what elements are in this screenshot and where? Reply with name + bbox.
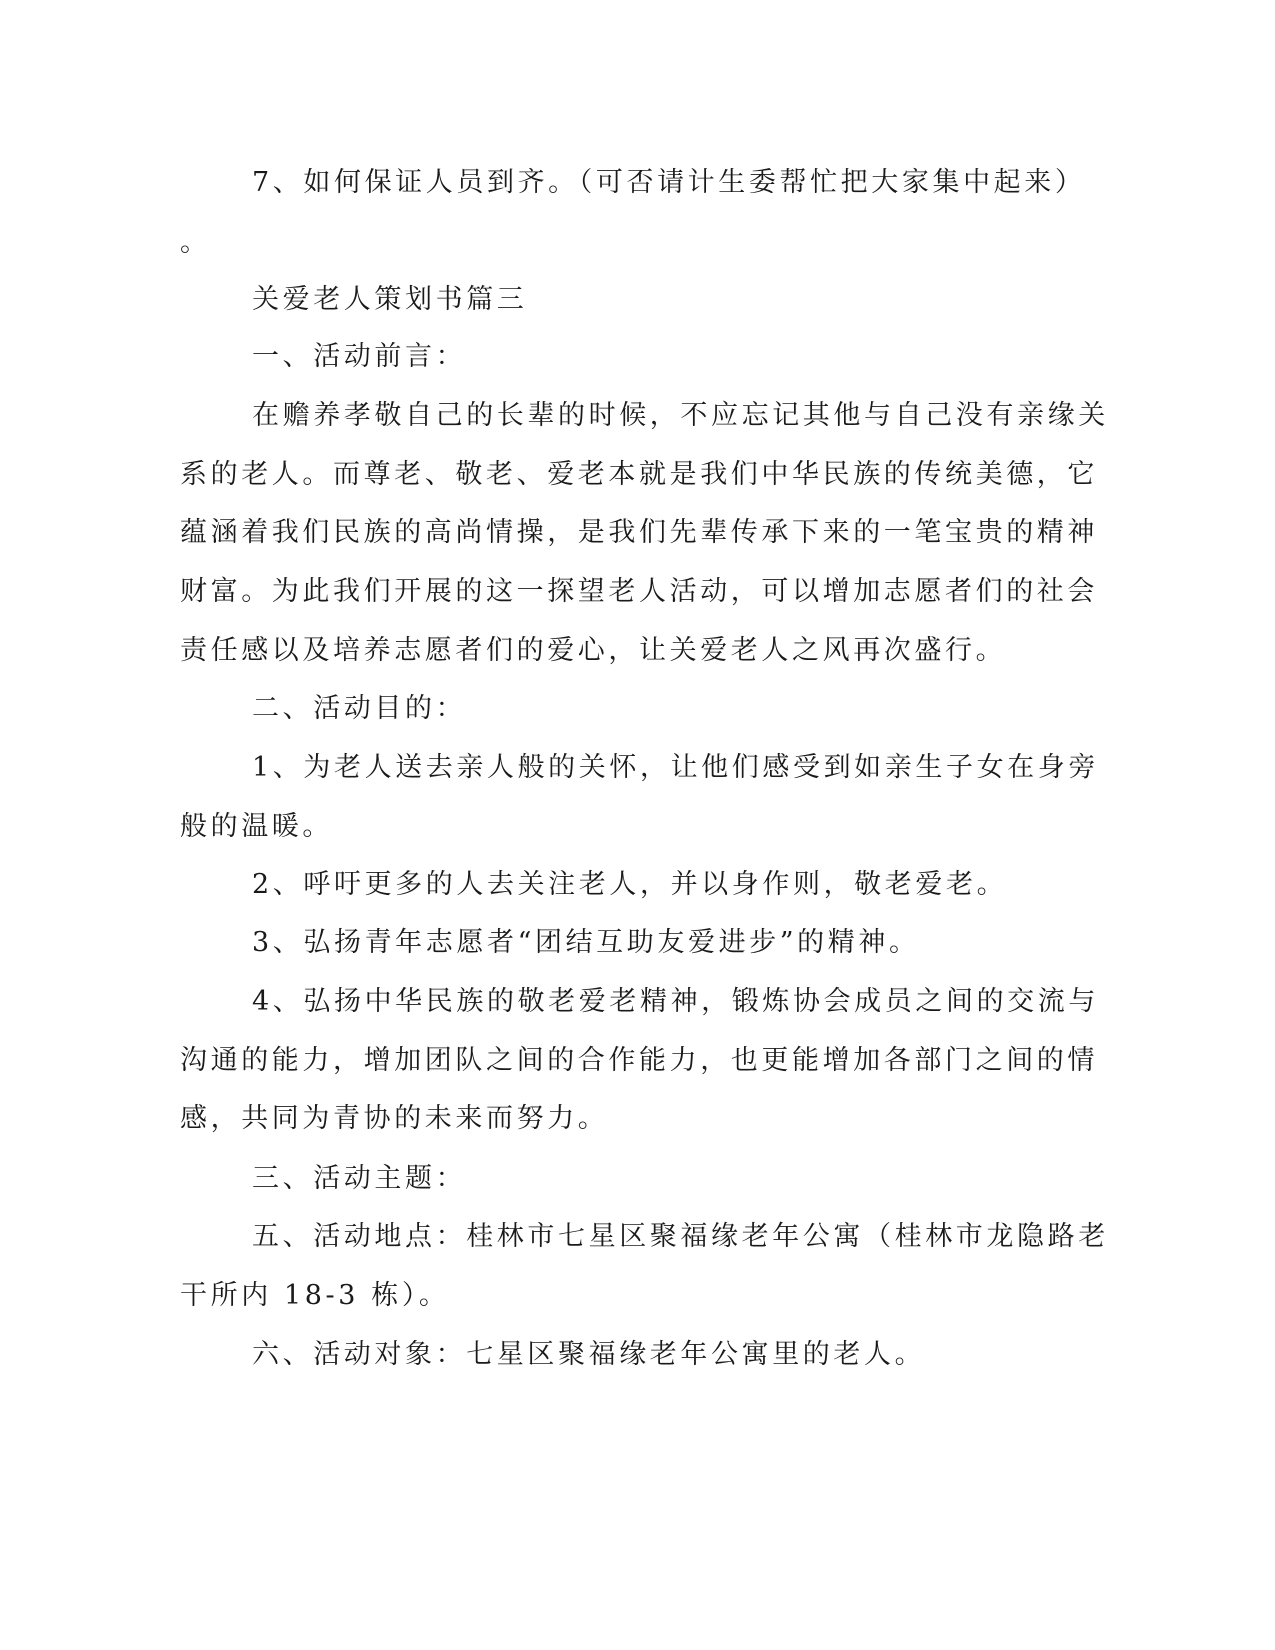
section-title: 关爱老人策划书篇三: [252, 284, 528, 315]
heading-theme: 三、活动主题：: [252, 1163, 467, 1194]
preface-paragraph-line-3: 蕴涵着我们民族的高尚情操，是我们先辈传承下来的一笔宝贵的精神: [180, 517, 1098, 548]
heading-preface: 一、活动前言：: [252, 341, 467, 372]
purpose-item-4-line-2: 沟通的能力，增加团队之间的合作能力，也更能增加各部门之间的情: [180, 1045, 1098, 1076]
location-line-2: 干所内 18-3 栋）。: [180, 1280, 450, 1311]
target-audience: 六、活动对象：七星区聚福缘老年公寓里的老人。: [252, 1339, 926, 1370]
purpose-item-2: 2、呼吁更多的人去关注老人，并以身作则，敬老爱老。: [252, 869, 1008, 900]
item-7-continuation: 。: [180, 227, 211, 258]
heading-purpose: 二、活动目的：: [252, 693, 467, 724]
preface-paragraph-line-2: 系的老人。而尊老、敬老、爱老本就是我们中华民族的传统美德，它: [180, 459, 1098, 490]
location-line-1: 五、活动地点：桂林市七星区聚福缘老年公寓（桂林市龙隐路老: [252, 1221, 1109, 1252]
preface-paragraph-line-4: 财富。为此我们开展的这一探望老人活动，可以增加志愿者们的社会: [180, 576, 1098, 607]
purpose-item-3: 3、弘扬青年志愿者“团结互助友爱进步”的精神。: [252, 927, 920, 958]
preface-paragraph-line-1: 在赡养孝敬自己的长辈的时候，不应忘记其他与自己没有亲缘关: [252, 400, 1109, 431]
preface-paragraph-line-5: 责任感以及培养志愿者们的爱心，让关爱老人之风再次盛行。: [180, 635, 1007, 666]
item-7-text: 7、如何保证人员到齐。（可否请计生委帮忙把大家集中起来）: [252, 167, 1086, 198]
purpose-item-4-line-1: 4、弘扬中华民族的敬老爱老精神，锻炼协会成员之间的交流与: [252, 986, 1099, 1017]
purpose-item-1-line-1: 1、为老人送去亲人般的关怀，让他们感受到如亲生子女在身旁: [252, 752, 1099, 783]
purpose-item-4-line-3: 感，共同为青协的未来而努力。: [180, 1103, 609, 1134]
purpose-item-1-line-2: 般的温暖。: [180, 811, 333, 842]
